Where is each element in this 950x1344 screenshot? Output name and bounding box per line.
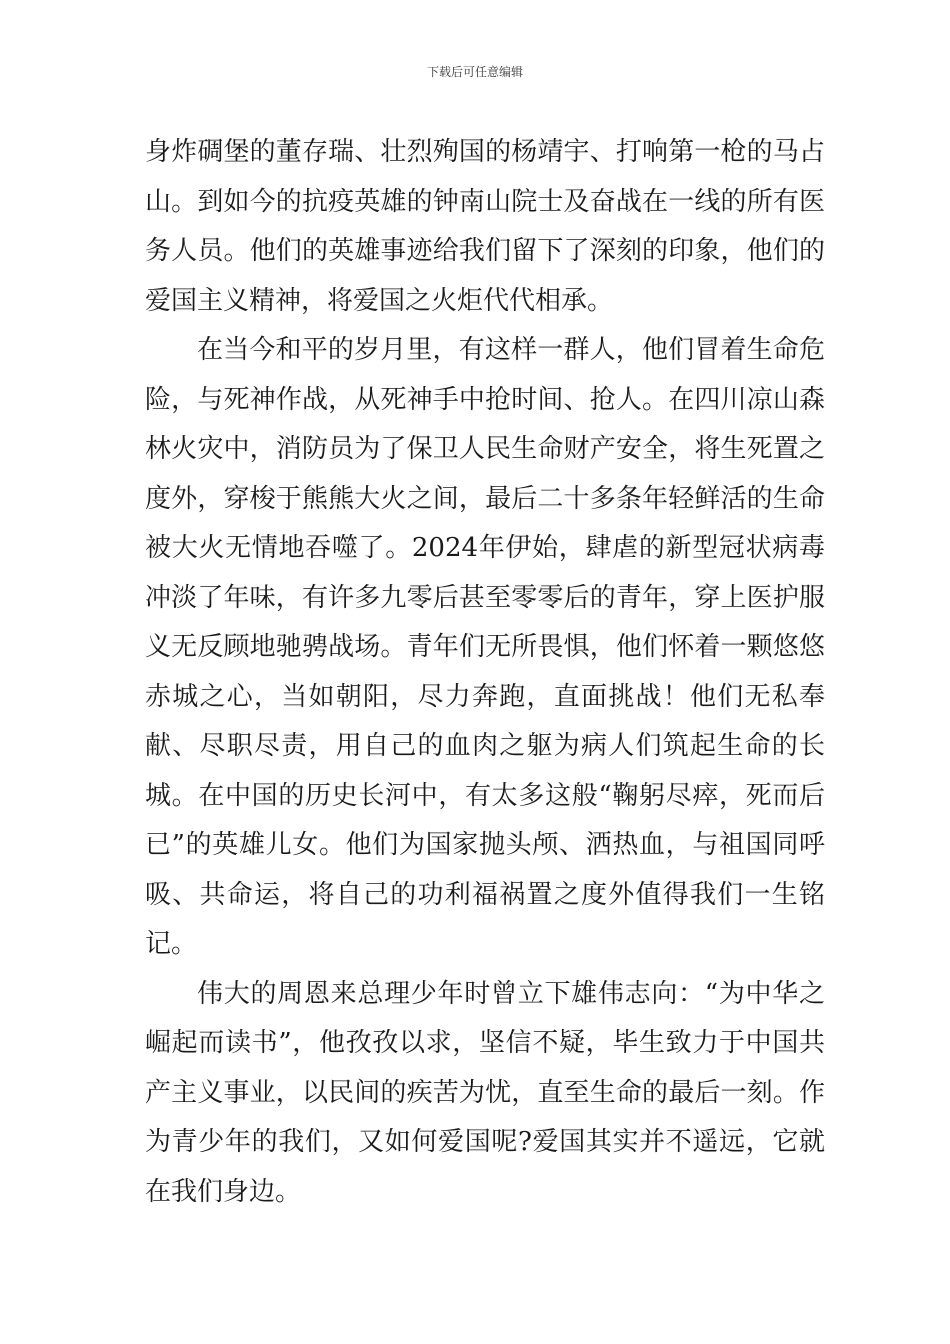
paragraph-peacetime-heroes: 在当今和平的岁月里，有这样一群人，他们冒着生命危险，与死神作战，从死神手中抢时间、抢人。在四川凉山森林火灾中，消防员为了保卫人民生命财产安全，将生死置之度外，穿梭于熊熊大火之间，最后二十多条年轻鲜活的生命被大火无情地吞噬了。2024年伊始，肆虐的新型冠状病毒冲淡了年味，有许多九零后甚至零零后的青年，穿上医护服义无反顾地驰骋战场。青年们无所畏惧，他们怀着一颗悠悠赤城之心，当如朝阳，尽力奔跑，直面挑战！他们无私奉献、尽职尽责，用自己的血肉之躯为病人们筑起生命的长城。在中国的历史长河中，有太多这般“鞠躬尽瘁，死而后已”的英雄儿女。他们为国家抛头颅、洒热血，与祖国同呼吸、共命运，将自己的功利福祸置之度外值得我们一生铭记。: [145, 335, 825, 959]
paragraph-zhou-enlai: 伟大的周恩来总理少年时曾立下雄伟志向：“为中华之崛起而读书”，他孜孜以求，坚信不疑，毕生致力于中国共产主义事业，以民间的疾苦为忧，直至生命的最后一刻。作为青少年的我们，又如何爱国呢?爱国其实并不遥远，它就在我们身边。: [145, 978, 825, 1207]
paragraph-heroes: 身炸碉堡的董存瑞、壮烈殉国的杨靖宇、打响第一枪的马占山。到如今的抗疫英雄的钟南山院士及奋战在一线的所有医务人员。他们的英雄事迹给我们留下了深刻的印象，他们的爱国主义精神，将爱国之火炬代代相承。: [145, 137, 825, 316]
page-header-note: 下载后可任意编辑: [426, 65, 523, 79]
document-body: [145, 128, 825, 1217]
